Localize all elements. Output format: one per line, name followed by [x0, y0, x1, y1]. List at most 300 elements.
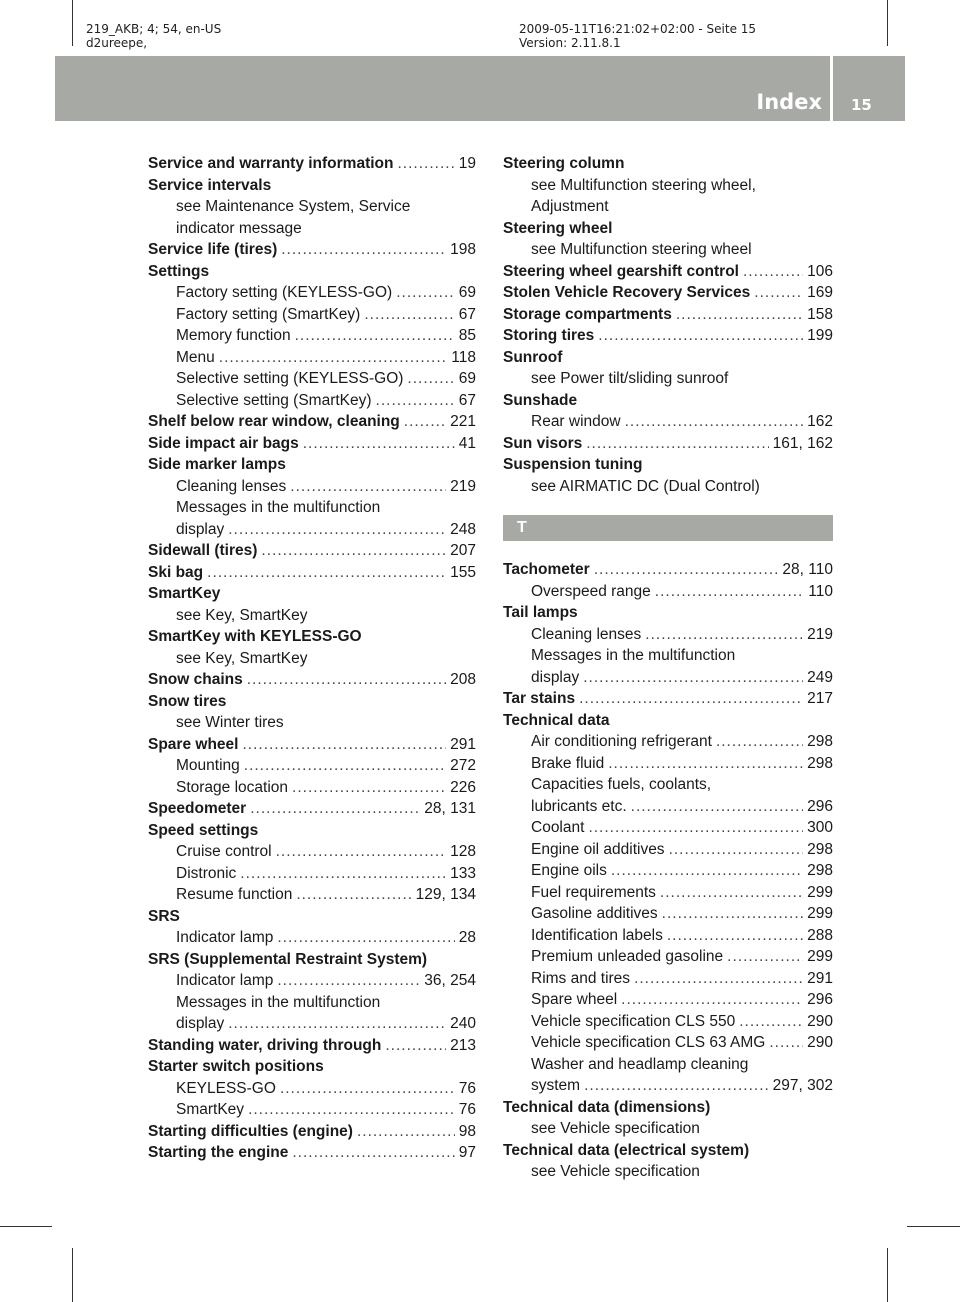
page-reference: 300	[807, 819, 833, 836]
index-subentry	[503, 239, 833, 261]
index-entry	[503, 559, 833, 581]
index-subentry	[503, 1075, 833, 1097]
entry-text: system	[531, 1077, 581, 1094]
entry-text: Steering wheel	[503, 219, 613, 237]
dot-leader	[611, 860, 803, 882]
page-reference: 291	[807, 969, 833, 987]
index-entry	[148, 626, 476, 648]
page-reference: 128	[450, 843, 476, 860]
entry-text: Technical data (electrical system)	[503, 1141, 750, 1159]
page-reference: 198	[450, 241, 476, 258]
index-column-right-top	[503, 153, 833, 497]
index-entry	[503, 602, 833, 624]
index-entry	[148, 153, 476, 175]
index-subentry	[148, 712, 476, 734]
page-reference: 155	[450, 563, 476, 581]
index-entry	[503, 261, 833, 283]
dot-leader	[281, 239, 446, 261]
page-reference: 133	[450, 864, 476, 882]
entry-text: see Vehicle specification	[531, 1163, 700, 1180]
index-entry	[148, 433, 476, 455]
section-letter: T	[517, 519, 527, 536]
page-reference: 226	[450, 778, 476, 796]
index-subentry	[148, 304, 476, 326]
dot-leader	[290, 476, 446, 498]
entry-text: Fuel requirements	[531, 883, 656, 901]
page-reference: 85	[458, 327, 476, 344]
entry-text: Tail lamps	[503, 604, 578, 621]
entry-text: Rims and tires	[531, 969, 631, 987]
index-entry	[148, 1056, 476, 1078]
dot-leader	[250, 798, 420, 820]
dot-leader	[625, 411, 804, 433]
entry-text: Rear window	[531, 413, 621, 430]
dot-leader	[769, 1032, 803, 1054]
entry-text: Vehicle specification CLS 63 AMG	[531, 1034, 766, 1051]
entry-text: Steering column	[503, 155, 625, 172]
index-subentry	[503, 860, 833, 882]
entry-text: Air conditioning refrigerant	[531, 733, 712, 750]
entry-text: Steering wheel gearshift control	[503, 262, 739, 280]
dot-leader	[261, 540, 446, 562]
index-subentry	[148, 992, 476, 1014]
entry-text: Indicator lamp	[176, 929, 274, 946]
entry-text: Messages in the multifunction	[531, 647, 736, 664]
index-subentry	[148, 1078, 476, 1100]
dot-leader	[277, 927, 454, 949]
page-reference: 213	[450, 1036, 476, 1054]
index-subentry	[148, 927, 476, 949]
index-entry	[148, 239, 476, 261]
page-reference: 290	[807, 1034, 833, 1051]
page-reference: 169	[807, 284, 833, 301]
entry-text: Sun visors	[503, 434, 583, 452]
dot-leader	[247, 669, 446, 691]
entry-text: Storing tires	[503, 327, 595, 344]
index-entry	[503, 710, 833, 732]
index-subentry	[148, 347, 476, 369]
index-entry	[148, 691, 476, 713]
print-metadata-left	[86, 22, 221, 50]
index-subentry	[148, 1013, 476, 1035]
index-subentry	[503, 925, 833, 947]
dot-leader	[608, 753, 803, 775]
entry-text: see Power tilt/sliding sunroof	[531, 370, 729, 387]
index-entry	[503, 390, 833, 412]
page-reference: 98	[458, 1122, 476, 1140]
page-reference: 19	[458, 155, 476, 172]
entry-text: Engine oils	[531, 862, 607, 879]
entry-text: see Multifunction steering wheel	[531, 241, 752, 258]
dot-leader	[396, 282, 455, 304]
entry-text: Suspension tuning	[503, 456, 643, 473]
entry-text: Settings	[148, 262, 210, 280]
dot-leader	[598, 325, 803, 347]
index-subentry	[503, 839, 833, 861]
print-metadata-left-line2: d2ureepe,	[86, 36, 148, 50]
index-subentry	[148, 519, 476, 541]
index-subentry	[503, 411, 833, 433]
index-subentry	[148, 282, 476, 304]
index-subentry	[148, 390, 476, 412]
index-entry	[503, 153, 833, 175]
dot-leader	[588, 817, 803, 839]
dot-leader	[303, 433, 455, 455]
page-title: Index	[756, 90, 822, 114]
entry-text: Resume function	[176, 886, 293, 903]
entry-text: Standing water, driving through	[148, 1036, 382, 1054]
index-subentry	[503, 1011, 833, 1033]
entry-text: Menu	[176, 348, 215, 366]
page-reference: 240	[450, 1015, 476, 1032]
entry-text: display	[176, 1015, 225, 1032]
index-entry	[503, 325, 833, 347]
entry-text: Sidewall (tires)	[148, 542, 258, 559]
index-subentry	[148, 218, 476, 240]
entry-text: Side marker lamps	[148, 456, 286, 473]
entry-text: display	[531, 668, 580, 686]
page-reference: 129, 134	[415, 886, 476, 903]
index-entry	[148, 1035, 476, 1057]
entry-text: Capacities fuels, coolants,	[531, 776, 712, 793]
index-entry	[148, 798, 476, 820]
entry-text: Starting the engine	[148, 1144, 289, 1161]
index-entry	[503, 218, 833, 240]
dot-leader	[667, 925, 803, 947]
dot-leader	[248, 1099, 455, 1121]
index-subentry	[503, 774, 833, 796]
entry-text: see AIRMATIC DC (Dual Control)	[531, 477, 760, 495]
dot-leader	[295, 325, 455, 347]
index-subentry	[148, 777, 476, 799]
page-reference: 297, 302	[772, 1077, 833, 1094]
index-entry	[148, 540, 476, 562]
index-subentry	[503, 645, 833, 667]
page-reference: 288	[807, 926, 833, 944]
entry-text: Spare wheel	[531, 991, 618, 1008]
index-entry	[148, 454, 476, 476]
entry-text: Coolant	[531, 819, 585, 836]
section-letter-bar	[503, 515, 833, 541]
entry-text: SRS	[148, 907, 180, 925]
entry-text: display	[176, 520, 225, 538]
dot-leader	[743, 261, 803, 283]
index-entry	[503, 688, 833, 710]
index-subentry	[503, 731, 833, 753]
page-reference: 36, 254	[424, 972, 476, 989]
dot-leader	[296, 884, 411, 906]
dot-leader	[676, 304, 803, 326]
index-entry	[148, 261, 476, 283]
dot-leader	[292, 1142, 454, 1164]
index-subentry	[503, 476, 833, 498]
index-subentry	[503, 817, 833, 839]
page-reference: 299	[807, 948, 833, 965]
index-subentry	[503, 903, 833, 925]
entry-text: Technical data (dimensions)	[503, 1098, 711, 1116]
entry-text: Stolen Vehicle Recovery Services	[503, 284, 751, 301]
index-subentry	[503, 1161, 833, 1183]
page-reference: 28, 131	[424, 800, 476, 817]
page-reference: 207	[450, 542, 476, 559]
entry-text: Indicator lamp	[176, 972, 274, 989]
index-subentry	[503, 196, 833, 218]
index-entry	[503, 454, 833, 476]
dot-leader	[583, 667, 803, 689]
page-reference: 158	[807, 305, 833, 323]
crop-mark	[72, 1248, 73, 1302]
page-reference: 110	[808, 582, 833, 600]
entry-text: Technical data	[503, 711, 610, 729]
dot-leader	[407, 368, 454, 390]
entry-text: Tar stains	[503, 690, 576, 707]
index-entry	[148, 175, 476, 197]
page-reference: 219	[807, 625, 833, 643]
dot-leader	[228, 519, 446, 541]
entry-text: see Vehicle specification	[531, 1120, 700, 1137]
entry-text: see Winter tires	[176, 714, 284, 731]
index-entry	[503, 1140, 833, 1162]
entry-text: Ski bag	[148, 563, 204, 581]
page-reference: 208	[450, 671, 476, 688]
dot-leader	[594, 559, 779, 581]
entry-text: Distronic	[176, 864, 237, 882]
dot-leader	[292, 777, 446, 799]
dot-leader	[219, 347, 448, 369]
index-subentry	[503, 882, 833, 904]
dot-leader	[716, 731, 803, 753]
entry-text: Gasoline additives	[531, 905, 658, 922]
entry-text: Starting difficulties (engine)	[148, 1122, 353, 1140]
dot-leader	[645, 624, 803, 646]
dot-leader	[586, 433, 768, 455]
index-subentry	[148, 196, 476, 218]
entry-text: Sunshade	[503, 391, 578, 409]
index-subentry	[148, 863, 476, 885]
entry-text: Identification labels	[531, 926, 663, 944]
entry-text: Premium unleaded gasoline	[531, 948, 724, 965]
dot-leader	[634, 968, 803, 990]
entry-text: indicator message	[176, 219, 302, 237]
entry-text: Washer and headlamp cleaning	[531, 1055, 749, 1073]
entry-text: Selective setting (SmartKey)	[176, 391, 372, 409]
index-column-right-bottom	[503, 559, 833, 1183]
crop-mark	[887, 0, 888, 46]
entry-text: Speed settings	[148, 821, 259, 839]
page-reference: 298	[807, 754, 833, 772]
page-reference: 219	[450, 477, 476, 495]
page-reference: 296	[807, 797, 833, 815]
index-subentry	[503, 1118, 833, 1140]
entry-text: SmartKey	[148, 585, 221, 602]
entry-text: SmartKey with KEYLESS-GO	[148, 628, 362, 645]
page-reference: 161, 162	[772, 434, 833, 452]
index-subentry	[503, 796, 833, 818]
index-entry	[148, 583, 476, 605]
index-entry	[148, 411, 476, 433]
index-entry	[148, 949, 476, 971]
entry-text: Side impact air bags	[148, 434, 299, 452]
page-reference: 272	[450, 757, 476, 774]
page-reference: 221	[450, 413, 476, 430]
index-subentry	[503, 946, 833, 968]
dot-leader	[739, 1011, 803, 1033]
page-reference: 162	[807, 413, 833, 430]
entry-text: Storage compartments	[503, 305, 672, 323]
index-subentry	[148, 605, 476, 627]
crop-mark	[0, 1226, 52, 1227]
page-reference: 298	[807, 862, 833, 879]
index-subentry	[148, 368, 476, 390]
entry-text: Service and warranty information	[148, 155, 394, 172]
index-entry	[503, 347, 833, 369]
page-reference: 298	[807, 733, 833, 750]
dot-leader	[276, 841, 447, 863]
entry-text: Factory setting (KEYLESS-GO)	[176, 284, 393, 301]
entry-text: Cleaning lenses	[176, 477, 287, 495]
entry-text: Service intervals	[148, 176, 272, 194]
entry-text: Starter switch positions	[148, 1058, 324, 1075]
entry-text: Cleaning lenses	[531, 625, 642, 643]
entry-text: Memory function	[176, 327, 291, 344]
index-entry	[503, 282, 833, 304]
dot-leader	[376, 390, 455, 412]
entry-text: Overspeed range	[531, 582, 651, 600]
dot-leader	[277, 970, 420, 992]
dot-leader	[621, 989, 803, 1011]
entry-text: see Key, SmartKey	[176, 649, 308, 667]
index-subentry	[503, 581, 833, 603]
dot-leader	[584, 1075, 769, 1097]
index-subentry	[503, 1032, 833, 1054]
print-metadata-right	[519, 22, 756, 50]
dot-leader	[669, 839, 804, 861]
crop-mark	[907, 1226, 960, 1227]
index-entry	[148, 906, 476, 928]
index-entry	[503, 1097, 833, 1119]
entry-text: lubricants etc.	[531, 797, 627, 815]
entry-text: Mounting	[176, 757, 240, 774]
index-subentry	[148, 970, 476, 992]
page-reference: 76	[458, 1101, 476, 1118]
index-subentry	[148, 497, 476, 519]
page-reference: 28	[458, 929, 476, 946]
index-entry	[503, 304, 833, 326]
dot-leader	[727, 946, 803, 968]
print-metadata-right-line2: Version: 2.11.8.1	[519, 36, 621, 50]
entry-text: KEYLESS-GO	[176, 1079, 276, 1097]
page-reference: 217	[807, 690, 833, 707]
page-reference: 69	[458, 284, 476, 301]
page-reference: 118	[451, 348, 476, 366]
entry-text: Snow chains	[148, 671, 243, 688]
index-subentry	[503, 368, 833, 390]
page-reference: 298	[807, 840, 833, 858]
index-subentry	[148, 325, 476, 347]
page-reference: 28, 110	[782, 561, 833, 578]
entry-text: see Key, SmartKey	[176, 606, 308, 624]
index-column-left	[148, 153, 476, 1164]
index-column-right	[503, 153, 833, 1183]
entry-text: Factory setting (SmartKey)	[176, 305, 361, 323]
crop-mark	[72, 0, 73, 46]
dot-leader	[385, 1035, 446, 1057]
index-entry	[148, 562, 476, 584]
page-reference: 299	[807, 883, 833, 901]
dot-leader	[662, 903, 803, 925]
entry-text: see Maintenance System, Service	[176, 198, 411, 215]
dot-leader	[207, 562, 446, 584]
page-reference: 67	[458, 391, 476, 409]
index-entry	[148, 1121, 476, 1143]
dot-leader	[357, 1121, 455, 1143]
header-divider	[830, 56, 833, 121]
entry-text: Adjustment	[531, 198, 609, 215]
entry-text: Tachometer	[503, 561, 590, 578]
page-number: 15	[851, 96, 872, 114]
index-subentry	[503, 989, 833, 1011]
index-subentry	[503, 753, 833, 775]
entry-text: Messages in the multifunction	[176, 993, 381, 1011]
index-entry	[148, 820, 476, 842]
dot-leader	[242, 734, 446, 756]
page-reference: 76	[458, 1079, 476, 1097]
page-reference: 248	[450, 520, 476, 538]
index-subentry	[148, 884, 476, 906]
index-entry	[148, 1142, 476, 1164]
page-reference: 299	[807, 905, 833, 922]
index-subentry	[148, 648, 476, 670]
index-subentry	[148, 1099, 476, 1121]
index-entry	[148, 734, 476, 756]
print-metadata-left-line1: 219_AKB; 4; 54, en-US	[86, 22, 222, 36]
entry-text: Shelf below rear window, cleaning	[148, 413, 400, 430]
crop-mark	[887, 1248, 888, 1302]
entry-text: Brake fluid	[531, 754, 605, 772]
index-subentry	[148, 476, 476, 498]
page-reference: 41	[458, 434, 476, 452]
entry-text: Storage location	[176, 778, 289, 796]
entry-text: Service life (tires)	[148, 241, 278, 258]
index-subentry	[148, 755, 476, 777]
entry-text: Selective setting (KEYLESS-GO)	[176, 370, 404, 387]
page-reference: 296	[807, 991, 833, 1008]
index-entry	[503, 433, 833, 455]
index-subentry	[503, 624, 833, 646]
page-reference: 97	[458, 1144, 476, 1161]
entry-text: Sunroof	[503, 348, 563, 366]
dot-leader	[660, 882, 803, 904]
dot-leader	[404, 411, 446, 433]
entry-text: Spare wheel	[148, 735, 239, 753]
entry-text: Cruise control	[176, 843, 272, 860]
page-reference: 291	[450, 735, 476, 753]
page-reference: 199	[807, 327, 833, 344]
dot-leader	[364, 304, 454, 326]
page-reference: 69	[458, 370, 476, 387]
dot-leader	[579, 688, 803, 710]
dot-leader	[655, 581, 805, 603]
entry-text: SmartKey	[176, 1101, 245, 1118]
page-reference: 249	[807, 668, 833, 686]
entry-text: Snow tires	[148, 692, 227, 710]
index-subentry	[503, 968, 833, 990]
dot-leader	[240, 863, 446, 885]
index-entry	[148, 669, 476, 691]
page-reference: 67	[458, 305, 476, 323]
entry-text: SRS (Supplemental Restraint System)	[148, 950, 428, 968]
index-subentry	[503, 175, 833, 197]
